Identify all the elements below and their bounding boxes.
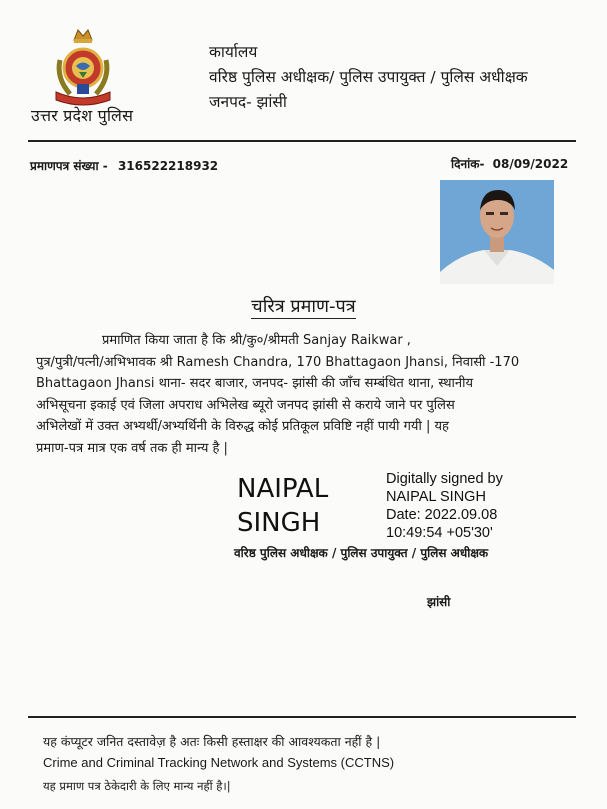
header-divider xyxy=(28,140,576,142)
footer-cctns-note: Crime and Criminal Tracking Network and Systems (CCTNS) xyxy=(43,755,395,770)
body-line: Bhattagaon Jhansi थाना- सदर बाजार, जनपद- झांसी की जाँच सम्बंधित थाना, स्थानीय xyxy=(36,376,474,391)
certificate-date-value: 08/09/2022 xyxy=(492,157,569,171)
body-line: अभिसूचना इकाई एवं जिला अपराध अभिलेख ब्यूरो जनपद झांसी से कराये जाने पर पुलिस xyxy=(36,397,455,413)
body-line: प्रमाणित किया जाता है कि श्री/कु०/श्रीमती Sanjay Raikwar , xyxy=(102,333,411,348)
certificate-title: चरित्र प्रमाण-पत्र xyxy=(251,296,356,317)
organization-name: उत्तर प्रदेश पुलिस xyxy=(31,106,134,125)
signer-designation: वरिष्ठ पुलिस अधीक्षक / पुलिस उपायुक्त / पुलिस अधीक्षक xyxy=(234,546,489,560)
office-heading xyxy=(209,40,528,115)
body-line: पुत्र/पुत्री/पत्नी/अभिभावक श्री Ramesh Chandra, 170 Bhattagaon Jhansi, निवासी -170 xyxy=(36,354,520,370)
footer-contract-note: यह प्रमाण पत्र ठेकेदारी के लिए मान्य नहीं है।| xyxy=(43,779,231,793)
office-label: कार्यालय xyxy=(209,43,258,61)
applicant-photo xyxy=(440,180,554,284)
signer-name: NAIPAL SINGH xyxy=(386,489,486,505)
certificate-date xyxy=(451,155,568,172)
office-designation: वरिष्ठ पुलिस अधीक्षक/ पुलिस उपायुक्त / पुलिस अधीक्षक xyxy=(209,68,528,86)
digital-signature-details xyxy=(386,470,503,542)
certificate-number-label: प्रमाणपत्र संख्या - xyxy=(30,159,108,173)
signed-by-label: Digitally signed by xyxy=(386,471,503,487)
footer-divider xyxy=(28,716,576,718)
body-line: प्रमाण-पत्र मात्र एक वर्ष तक ही मान्य है | xyxy=(36,440,228,456)
certificate-date-label: दिनांक- xyxy=(451,157,485,171)
certificate-body xyxy=(36,330,578,459)
certificate-number-value: 316522218932 xyxy=(117,159,219,173)
certificate-number xyxy=(30,157,218,174)
body-line: अभिलेखों में उक्त अभ्यर्थी/अभ्यर्थिनी के विरुद्ध कोई प्रतिकूल प्रविष्टि नहीं पायी गयी | यह xyxy=(36,419,449,434)
footer-computer-generated-note: यह कंप्यूटर जनित दस्तावेज़ है अतः किसी हस्ताक्षर की आवश्यकता नहीं है | xyxy=(43,734,381,749)
signature-date: Date: 2022.09.08 xyxy=(386,507,498,523)
signer-name-large: NAIPAL SINGH xyxy=(237,474,329,538)
signature-time: 10:49:54 +05'30' xyxy=(386,525,493,541)
uttar-pradesh-police-emblem-icon xyxy=(50,26,116,108)
signer-district: झांसी xyxy=(427,595,451,609)
office-district: जनपद- झांसी xyxy=(209,93,287,111)
